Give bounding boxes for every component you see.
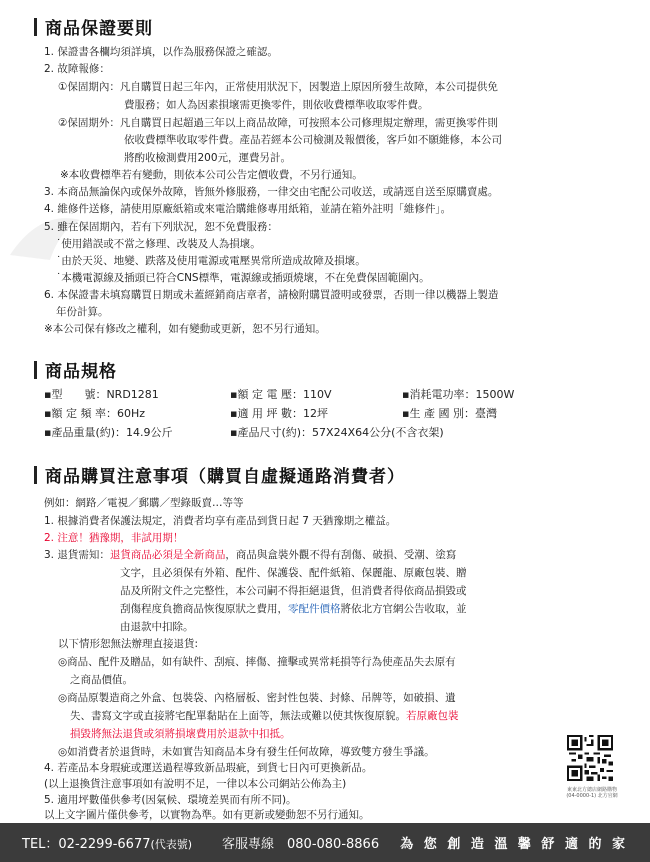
warranty-line: ※本公司保有修改之權利，如有變動或更新，恕不另行通知。 xyxy=(44,323,326,335)
notice-item-3-line: 品及所附文件之完整性，本公司嗣不得拒絕退貨，但消費者得依商品損毀或 xyxy=(120,585,467,597)
specs-title-text: 商品規格 xyxy=(45,362,117,382)
spec-row xyxy=(44,424,444,440)
footer-tel-label: TEL：02-2299-6677 xyxy=(22,837,151,852)
item3-l4b: 將依北方官網公告收取，並 xyxy=(340,603,467,615)
notice-item-1: 1. 根據消費者保護法規定，消費者均享有產品到貨日起 7 天猶豫期之權益。 xyxy=(44,515,397,527)
footer-tel-note: (代表號) xyxy=(150,838,193,851)
footer-service-line: 客服專線 080-080-8866 xyxy=(222,837,380,852)
case-1: ◎商品、配件及贈品，如有缺件、刮痕、摔傷、撞擊或異常耗損等行為使產品失去原有 xyxy=(58,656,456,668)
item3-red: 退貨商品必須是全新商品 xyxy=(109,549,226,561)
item3-blue: 零配件價格 xyxy=(288,603,341,615)
warranty-line: 5. 雖在保固期內，若有下列狀況，恕不免費服務： xyxy=(44,221,278,233)
case-2-cont xyxy=(70,708,459,724)
case-2: ◎商品原製造商之外盒、包裝袋、內格層板、密封性包裝、封條、吊牌等，如破損、遺 xyxy=(58,692,456,704)
notice-item-3-line: 由退款中扣除。 xyxy=(120,621,194,633)
warranty-line: 將酌收檢測費用200元，運費另計。 xyxy=(124,152,292,164)
warranty-line: ②保固期外：凡自購買日起超過三年以上商品故障，可按照本公司修理規定辦理，需更換零件則 xyxy=(58,117,498,129)
warranty-line: ①保固期內：凡自購買日起三年內，正常使用狀況下，因製造上原因所發生故障，本公司提供免 xyxy=(58,81,498,93)
warranty-line: 3. 本商品無論保內或保外故障，皆無外修服務，一律交由宅配公司收送，或請逕自送至原購賣處。 xyxy=(44,186,499,198)
title-bar xyxy=(34,361,37,379)
notice-item-4: 4. 若產品本身瑕疵或運送過程導致新品瑕疵，到貨七日內可更換新品。 xyxy=(44,762,373,774)
footer-phone xyxy=(22,833,192,852)
notice-example: 例如：網路／電視／郵購／型錄販賣…等等 xyxy=(44,497,244,509)
warranty-title-text: 商品保證要則 xyxy=(45,19,153,39)
notice-item-2: 2. 注意！猶豫期，非試用期！ xyxy=(44,532,184,544)
spec-row xyxy=(44,386,514,402)
warranty-line: 依收費標準收取零件費。產品若經本公司檢測及報價後，客戶如不願維修，本公司 xyxy=(124,134,502,146)
warranty-line: 年份計算。 xyxy=(56,306,109,318)
notice-item-3-line: 文字，且必須保有外箱、配件、保護袋、配件紙箱、保麗龍、原廠包裝、贈 xyxy=(120,567,467,579)
warranty-line: 費服務；如人為因素損壞需更換零件，則依收費標準收取零件費。 xyxy=(124,99,429,111)
notice-item-4-note: (以上退換貨注意事項如有說明不足，一律以本公司網站公佈為主) xyxy=(44,778,347,790)
notice-title-text: 商品購買注意事項（購買自虛擬通路消費者） xyxy=(45,467,405,487)
title-bar xyxy=(34,466,37,484)
warranty-line: ˙使用錯誤或不當之修理、改裝及人為損壞。 xyxy=(56,238,261,250)
specs-section-title xyxy=(34,357,117,382)
cases-intro: 以下情形恕無法辦理直接退貨: xyxy=(58,638,199,650)
spec-origin: ▪生 產 國 別：臺灣 xyxy=(402,407,497,420)
item3-l4a: 刮傷程度負擔商品恢復原狀之費用， xyxy=(120,603,288,615)
qr-caption-line: (04-0000-1) 北方官網 xyxy=(566,793,618,799)
notice-final: 以上文字圖片僅供參考，以實物為準。如有更新或變動恕不另行通知。 xyxy=(44,809,370,821)
spec-row xyxy=(44,405,497,421)
warranty-line: ˙本機電源線及插頭已符合CNS標準，電源線或插頭燒壞，不在免費保固範圍內。 xyxy=(56,272,430,284)
spec-dimensions: ▪產品尺寸(約)：57X24X64公分(不含衣架) xyxy=(230,426,444,439)
spec-voltage: ▪額 定 電 壓：110V xyxy=(230,388,332,401)
warranty-line: ※本收費標準若有變動，則依本公司公告定價收費，不另行通知。 xyxy=(60,169,363,181)
title-bar xyxy=(34,18,37,36)
footer-bar xyxy=(0,823,650,862)
qr-caption-line: 東東北方總店網路購物 xyxy=(566,787,617,793)
case-1-cont: 之商品價值。 xyxy=(70,674,133,686)
warranty-section-title xyxy=(34,14,153,39)
case-3: ◎如消費者於退貨時，未如實告知商品本身有發生任何故障，導致雙方發生爭議。 xyxy=(58,746,435,758)
case2b: 失、書寫文字或直接將宅配單黏貼在上面等，無法或難以使其恢復原貌。 xyxy=(70,710,406,722)
warranty-line: ˙由於天災、地變、跌落及使用電源或電壓異常所造成故障及損壞。 xyxy=(56,255,366,267)
notice-item-3-line xyxy=(120,601,467,617)
warranty-line: 6. 本保證書未填寫購買日期或未蓋經銷商店章者，請檢附購買證明或發票，否則一律以機器上製造 xyxy=(44,289,499,301)
spec-area: ▪適 用 坪 數：12坪 xyxy=(230,407,328,420)
notice-item-3 xyxy=(44,547,456,563)
qr-caption xyxy=(560,787,624,799)
qr-code-icon[interactable] xyxy=(567,735,613,781)
warranty-line: 4. 維修件送修，請使用原廠紙箱或來電洽購維修專用紙箱，並請在箱外註明「維修件」。 xyxy=(44,203,452,215)
case-2-red-line: 損毀將無法退貨或須將損壞費用於退款中扣抵。 xyxy=(70,728,291,740)
spec-model: ▪型 號：NRD1281 xyxy=(44,388,159,401)
item3-rest: ，商品與盒裝外觀不得有刮傷、破損、受潮、塗寫 xyxy=(225,549,457,561)
case2-red: 若原廠包裝 xyxy=(406,710,459,722)
footer-slogan: 為 您 創 造 溫 馨 舒 適 的 家 xyxy=(400,837,628,852)
item3-prefix: 3. 退貨需知： xyxy=(44,549,110,561)
spec-weight: ▪產品重量(約)：14.9公斤 xyxy=(44,426,173,439)
notice-item-5: 5. 適用坪數僅供參考(因氣候、環境差異而有所不同)。 xyxy=(44,794,297,806)
warranty-line: 1. 保證書各欄均須詳填，以作為服務保證之確認。 xyxy=(44,46,278,58)
spec-power: ▪消耗電功率：1500W xyxy=(402,388,515,401)
spec-frequency: ▪額 定 頻 率：60Hz xyxy=(44,407,145,420)
warranty-line: 2. 故障報修： xyxy=(44,63,110,75)
notice-section-title xyxy=(34,462,405,487)
